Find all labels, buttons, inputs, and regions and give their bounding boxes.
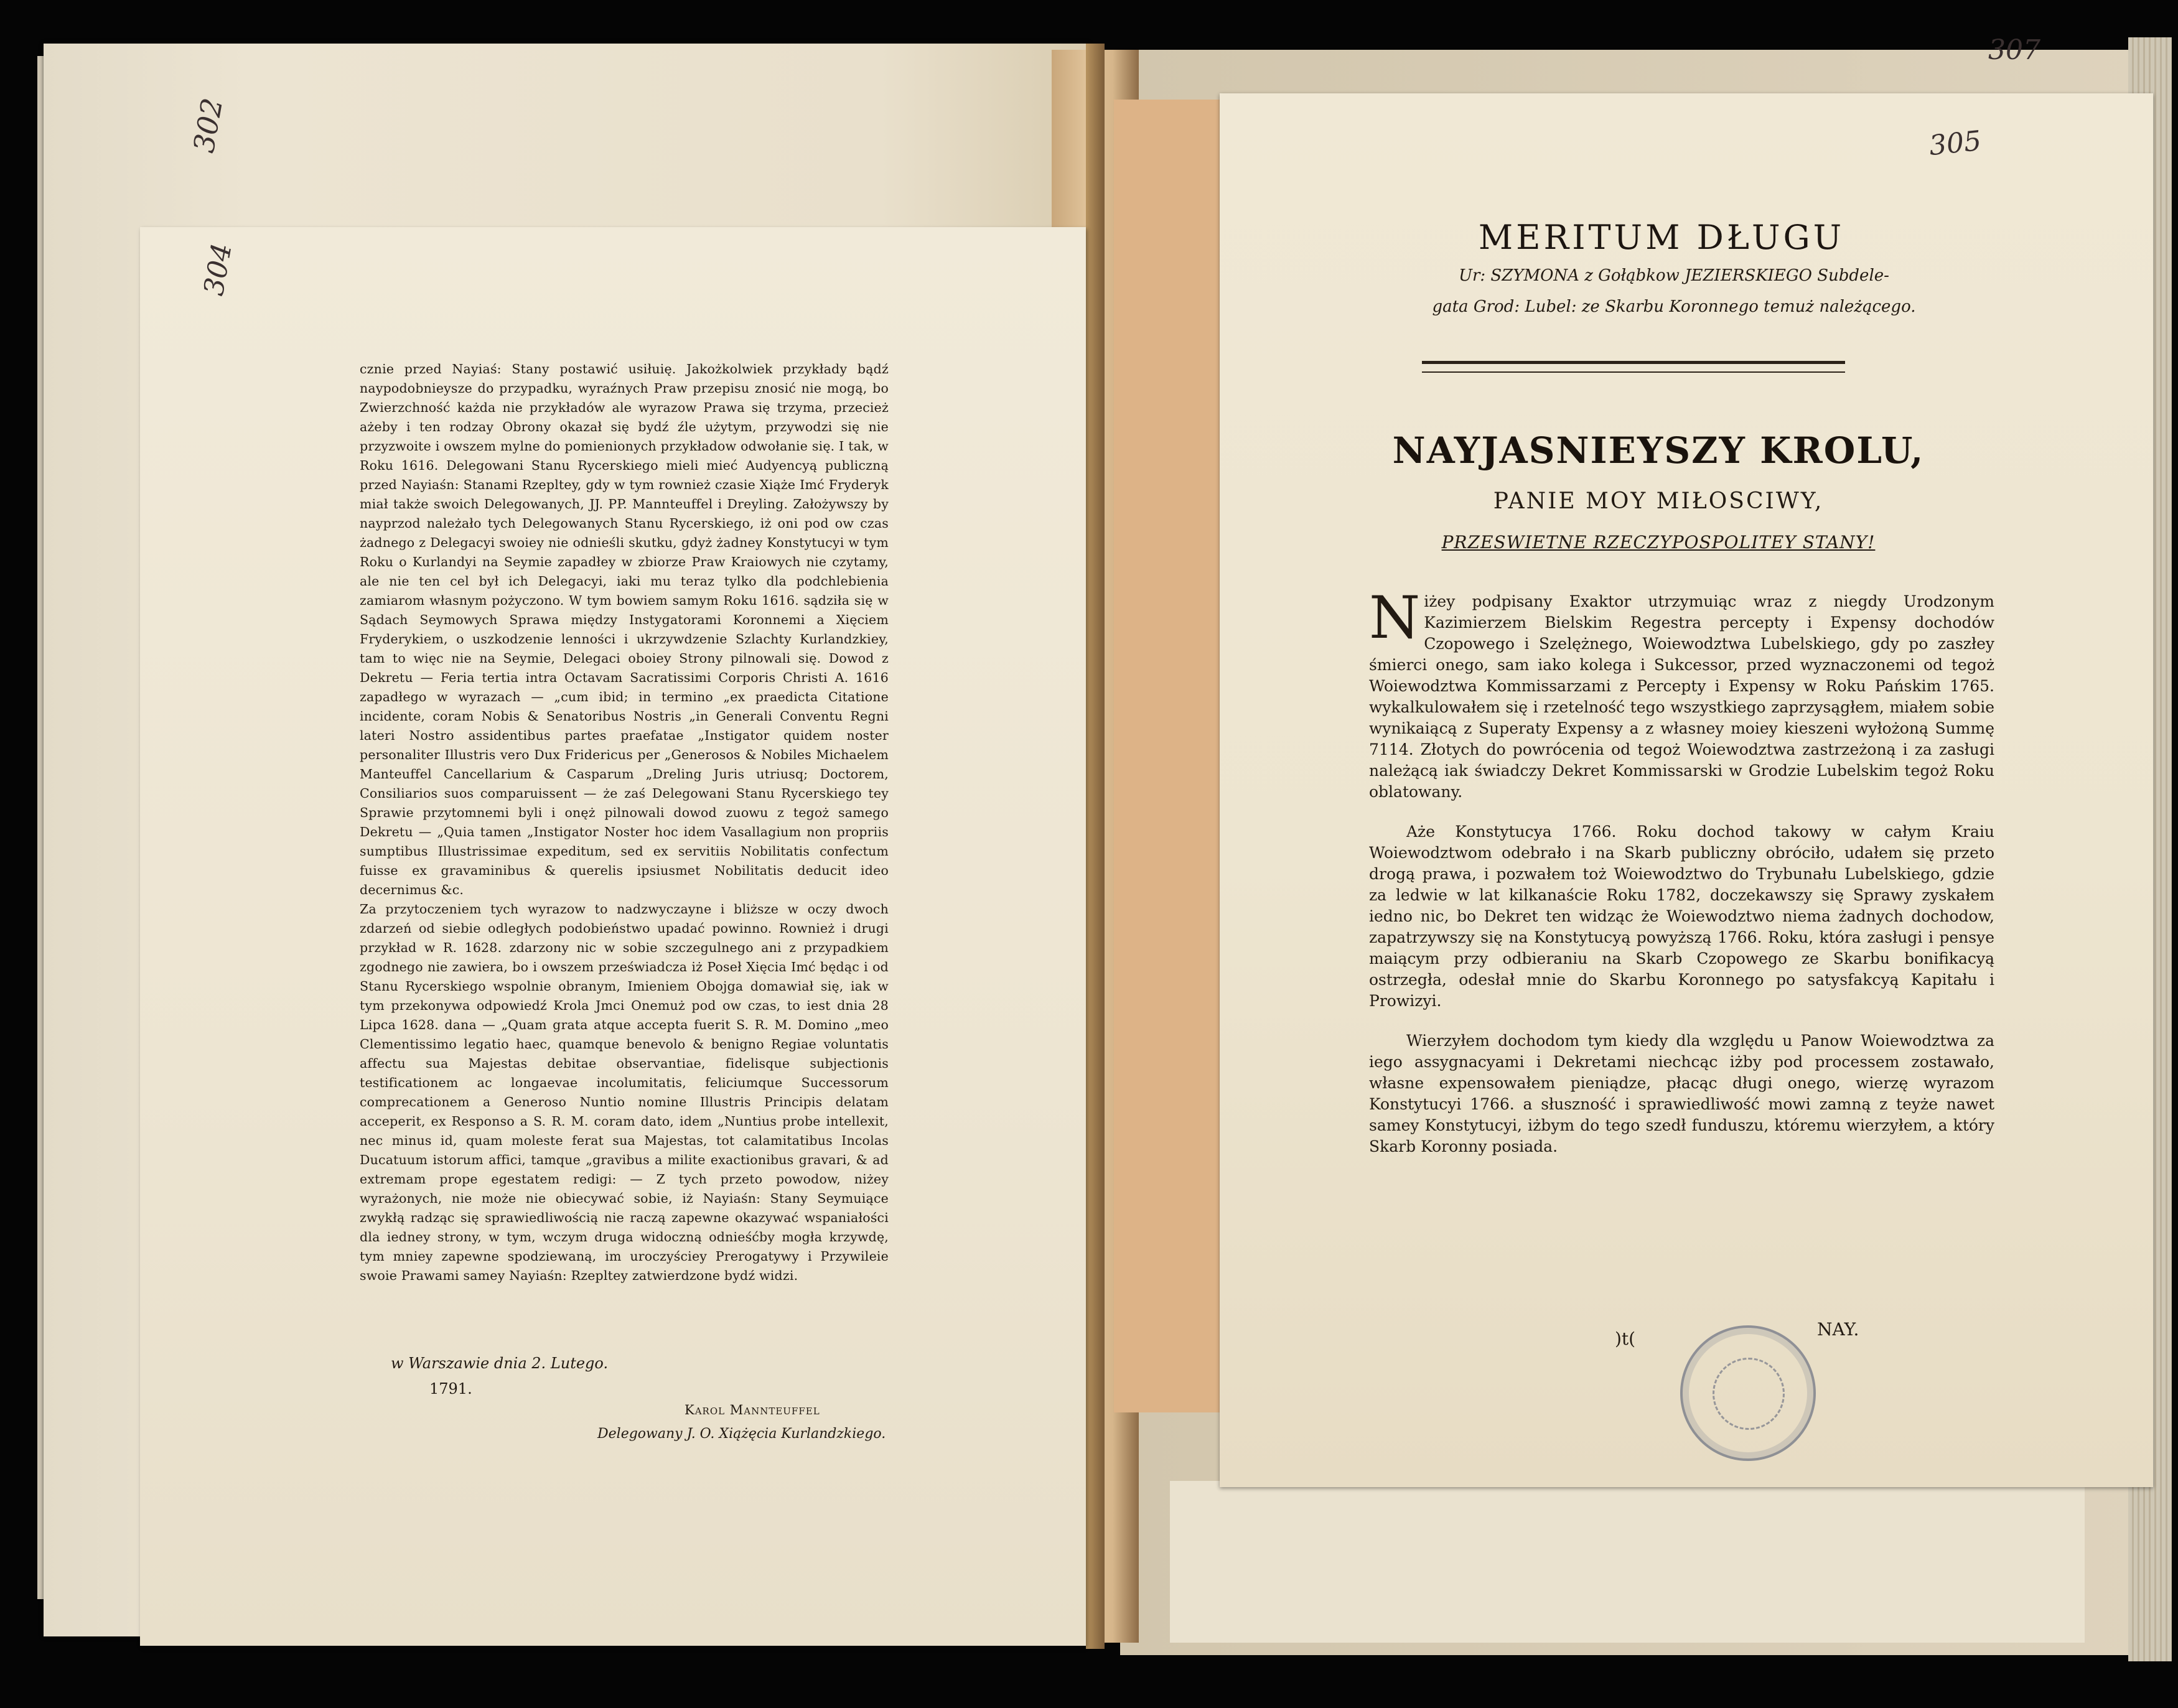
left-body-text bbox=[360, 360, 889, 1286]
left-page-number: 302 bbox=[187, 95, 230, 156]
paragraph bbox=[1369, 584, 1994, 803]
salutation-heading: NAYJASNIEYSZY KROLU, bbox=[1392, 429, 1925, 472]
left-paragraph: Za przytoczeniem tych wyrazow to nadzwyczayne i bliższe w oczy dwoch zdarzeń od siebie odległych podobieństwo upadać powinno. Rownież i drugi przykład w R. 1628. zdarzony nic w sobie szczegulnego ani z przypadkiem zgodnego nie zawiera, bo i owszem przeświadcza iż Poseł Xięcia Imć będąc i od Stanu Rycerskiego wspolnie obranym, Imieniem Obojga domawiał się, iak w tym przekonywa odpowiedź Krola Jmci Onemuż pod ow czas, to iest dnia 28 Lipca 1628. dana — „Quam grata atque accepta fuerit S. R. M. Domino „meo Clementissimo legatio haec, quamque benevolo & benigno Regiae voluntatis affectu sua Majestas debitae observantiae, fidelisque subjectionis testificationem ac longaevae incolumitatis, feliciumque Successorum comprecationem a Generoso Nuntio nomine Illustris Principis delatam acceperit, ex Responso a S. R. M. coram dato, idem „Nuntius probe intellexit, nec minus id, quam moleste ferat sua Majestas, tot calamitatibus Incolas Ducatuum istorum affici, tamque „gravibus a milite exactionibus gravari, & ad extremam prope egestatem redigi: — Z tych przeto powodow, niżey wyrażonych, nie może nie obiecywać sobie, iż Nayiaśn: Stany Seymuiące zwykłą radząc się sprawiedliwością nie raczą zapewne okazywać wspaniałości dla iedney strony, w tym, wczym druga widoczną odnieśćby mogła krzywdę, tym mniey zapewne spodziewaną, im uroczyściey Prerogatywy i Przywileie swoie Prawami samey Nayiaśn: Rzepltey zatwierdzone bydź widzi. bbox=[360, 902, 889, 1283]
left-paragraph: cznie przed Nayiaś: Stany postawić usiłuię. Jakożkolwiek przykłady bądź naypodobnieysze do przypadku, wyraźnych Praw przepisu znosić nie mogą, bo Zwierzchność każda nie przykładów ale wyrazow Prawa się trzyma, przecież ażeby i ten rodzay Obrony okazał się bydź źle użytym, przywodzi się nie przyzwoite i owszem mylne do pomienionych przykładow odwołanie się. I tak, w Roku 1616. Delegowani Stanu Rycerskiego mieli mieć Audyencyą publiczną przed Nayiaśn: Stanami Rzepltey, gdy w tym rownież czasie Xiąże Imć Fryderyk miał także swoich Delegowanych, JJ. PP. Mannteuffel i Dreyling. Założywszy by nayprzod należało tych Delegowanych Stanu Rycerskiego, iż oni pod ow czas żadnego z Delegacyi swoiey nie odnieśli skutku, gdyż żadney Konstytucyi w tym Roku o Kurlandyi na Seymie zapadłey w zbiorze Praw Kraiowych nie czytamy, ale nie ten cel był ich Delegacyi, iaki mu teraz tylko dla podchlebienia zamiarom własnym pożyczono. W tym bowiem samym Roku 1616. sądziła się w Sądach Seymowych Sprawa między Instygatorami Koronnemi a Xięciem Fryderykiem, o uszkodzenie lenności i ukrzywdzenie Szlachty Kurlandzkiey, tam to więc nie na Seymie, Delegaci oboiey Strony pilnowali się. Dowod z Dekretu — Feria tertia intra Octavam Sacratissimi Corporis Christi A. 1616 zapadłego w wyrazach — „cum ibid; in termino „ex praedicta Citatione incidente, coram Nobis & Senatoribus Nostris „in Generali Conventu Regni lateri Nostro assidentibus partes praefatae „Instigator quidem noster personaliter Illustris vero Dux Fridericus per „Generosos & Nobiles Michaelem Manteuffel Cancellarium & Casparum „Dreling Juris utriusq; Doctorem, Consiliarios suos comparuissent — że zaś Delegowani Stanu Rycerskiego tey Sprawie przytomnemi byli i onęż pilnowali dowod zuowu z tegoż samego Dekretu — „Quia tamen „Instigator Noster hoc idem Vasallagium non propriis sumptibus Illustrissimae expeditum, sed ex servitiis Nobilitatis confectum fuisse ex gravaminibus & querelis ipsiusmet Nobilitatis deducit ideo decernimus &c. bbox=[360, 362, 889, 897]
salutation-address: PANIE MOY MIŁOSCIWY, bbox=[1493, 488, 1824, 514]
insert-page-number: 304 bbox=[198, 241, 238, 298]
ornament: )t( bbox=[1615, 1328, 1636, 1349]
salutation-estates: PRZESWIETNE RZECZYPOSPOLITEY STANY! bbox=[1441, 532, 1876, 553]
year: 1791. bbox=[429, 1380, 472, 1398]
document-title: MERITUM DŁUGU bbox=[1478, 218, 1845, 257]
drop-cap: N bbox=[1369, 584, 1421, 652]
bottom-sheet bbox=[1170, 1481, 2085, 1643]
right-page-number-alt: 305 bbox=[1927, 124, 1983, 162]
subtitle-line: Ur: SZYMONA z Gołąbkow JEZIERSKIEGO Subdele- bbox=[1459, 266, 1889, 285]
subtitle-line: gata Grod: Lubel: ze Skarbu Koronnego temuż należącego. bbox=[1432, 297, 1916, 316]
signer-name: Karol Mannteuffel bbox=[685, 1402, 820, 1417]
paragraph: Wierzyłem dochodom tym kiedy dla względu u Panow Woiewodztwa za iego assygnacyami i Dekretami niechcąc iżby pod processem zostawało, własne expensowałem pieniądze, płacąc długi onego, wierzę wyrazom Konstytucyi 1766. a słuszność i sprawiedliwość mowi zamną z teyże nawet samey Konstytucyi, iżbym do tego szedł funduszu, któremu wierzyłem, a który Skarb Koronny posiada. bbox=[1369, 1032, 1994, 1155]
place-date: w Warszawie dnia 2. Lutego. bbox=[391, 1355, 609, 1372]
gutter-shadow bbox=[1086, 44, 1105, 1649]
right-page-number: 307 bbox=[1988, 34, 2040, 66]
catchword: NAY. bbox=[1817, 1319, 1859, 1340]
right-body-text bbox=[1369, 584, 1994, 1176]
paragraph: Aże Konstytucya 1766. Roku dochod takowy w całym Kraiu Woiewodztwom odebrało i na Skarb publiczny obróciło, udałem się przeto drogą prawa, i pozwałem toż Woiewodztwo do Trybunału Lubelskiego, gdzie za ledwie w lat kilkanaście Roku 1782, doczekawszy się Sprawy zyskałem iedno nic, bo Dekret ten widząc że Woiewodztwo niema żadnych dochodow, zapatrzywszy się na Konstytucyą powyższą 1766. Roku, która zasługi i pensye maiącym przy odbieraniu na Skarb Czopowego ze Skarbu bonifikacyą ostrzegła, odesłał mnie do Skarbu Koronnego po satysfakcyą Kapitału i Prowizyi. bbox=[1369, 823, 1994, 1010]
library-stamp bbox=[1680, 1325, 1816, 1461]
double-rule bbox=[1422, 361, 1845, 373]
signer-role: Delegowany J. O. Xiążęcia Kurlandzkiego. bbox=[597, 1426, 886, 1442]
stamp-center bbox=[1713, 1358, 1785, 1430]
paragraph-text: iżey podpisany Exaktor utrzymuiąc wraz z niegdy Urodzonym Kazimierzem Bielskim Regestra percepty i Expensy dochodów Czopowego i Szelężnego, Woiewodztwa Lubelskiego, gdy po zaszłey śmierci onego, sam iako kolega i Sukcessor, przed wyznaczonemi od tegoż Woiewodztwa Kommissarzami z Percepty i Expensy w Roku Pańskim 1765. wykalkulowałem się i rzetelność tego wszystkiego zaprzysągłem, miałem sobie wynikaiącą z Superaty Expensy a z własney moiey kieszeni wyłożoną Summę 7114. Złotych do powrócenia od tegoż Woiewodztwa zastrzeżoną i za zasługi należącą iak świadczy Dekret Kommissarski w Grodzie Lubelskim tegoż Roku oblatowany. bbox=[1369, 592, 1994, 801]
